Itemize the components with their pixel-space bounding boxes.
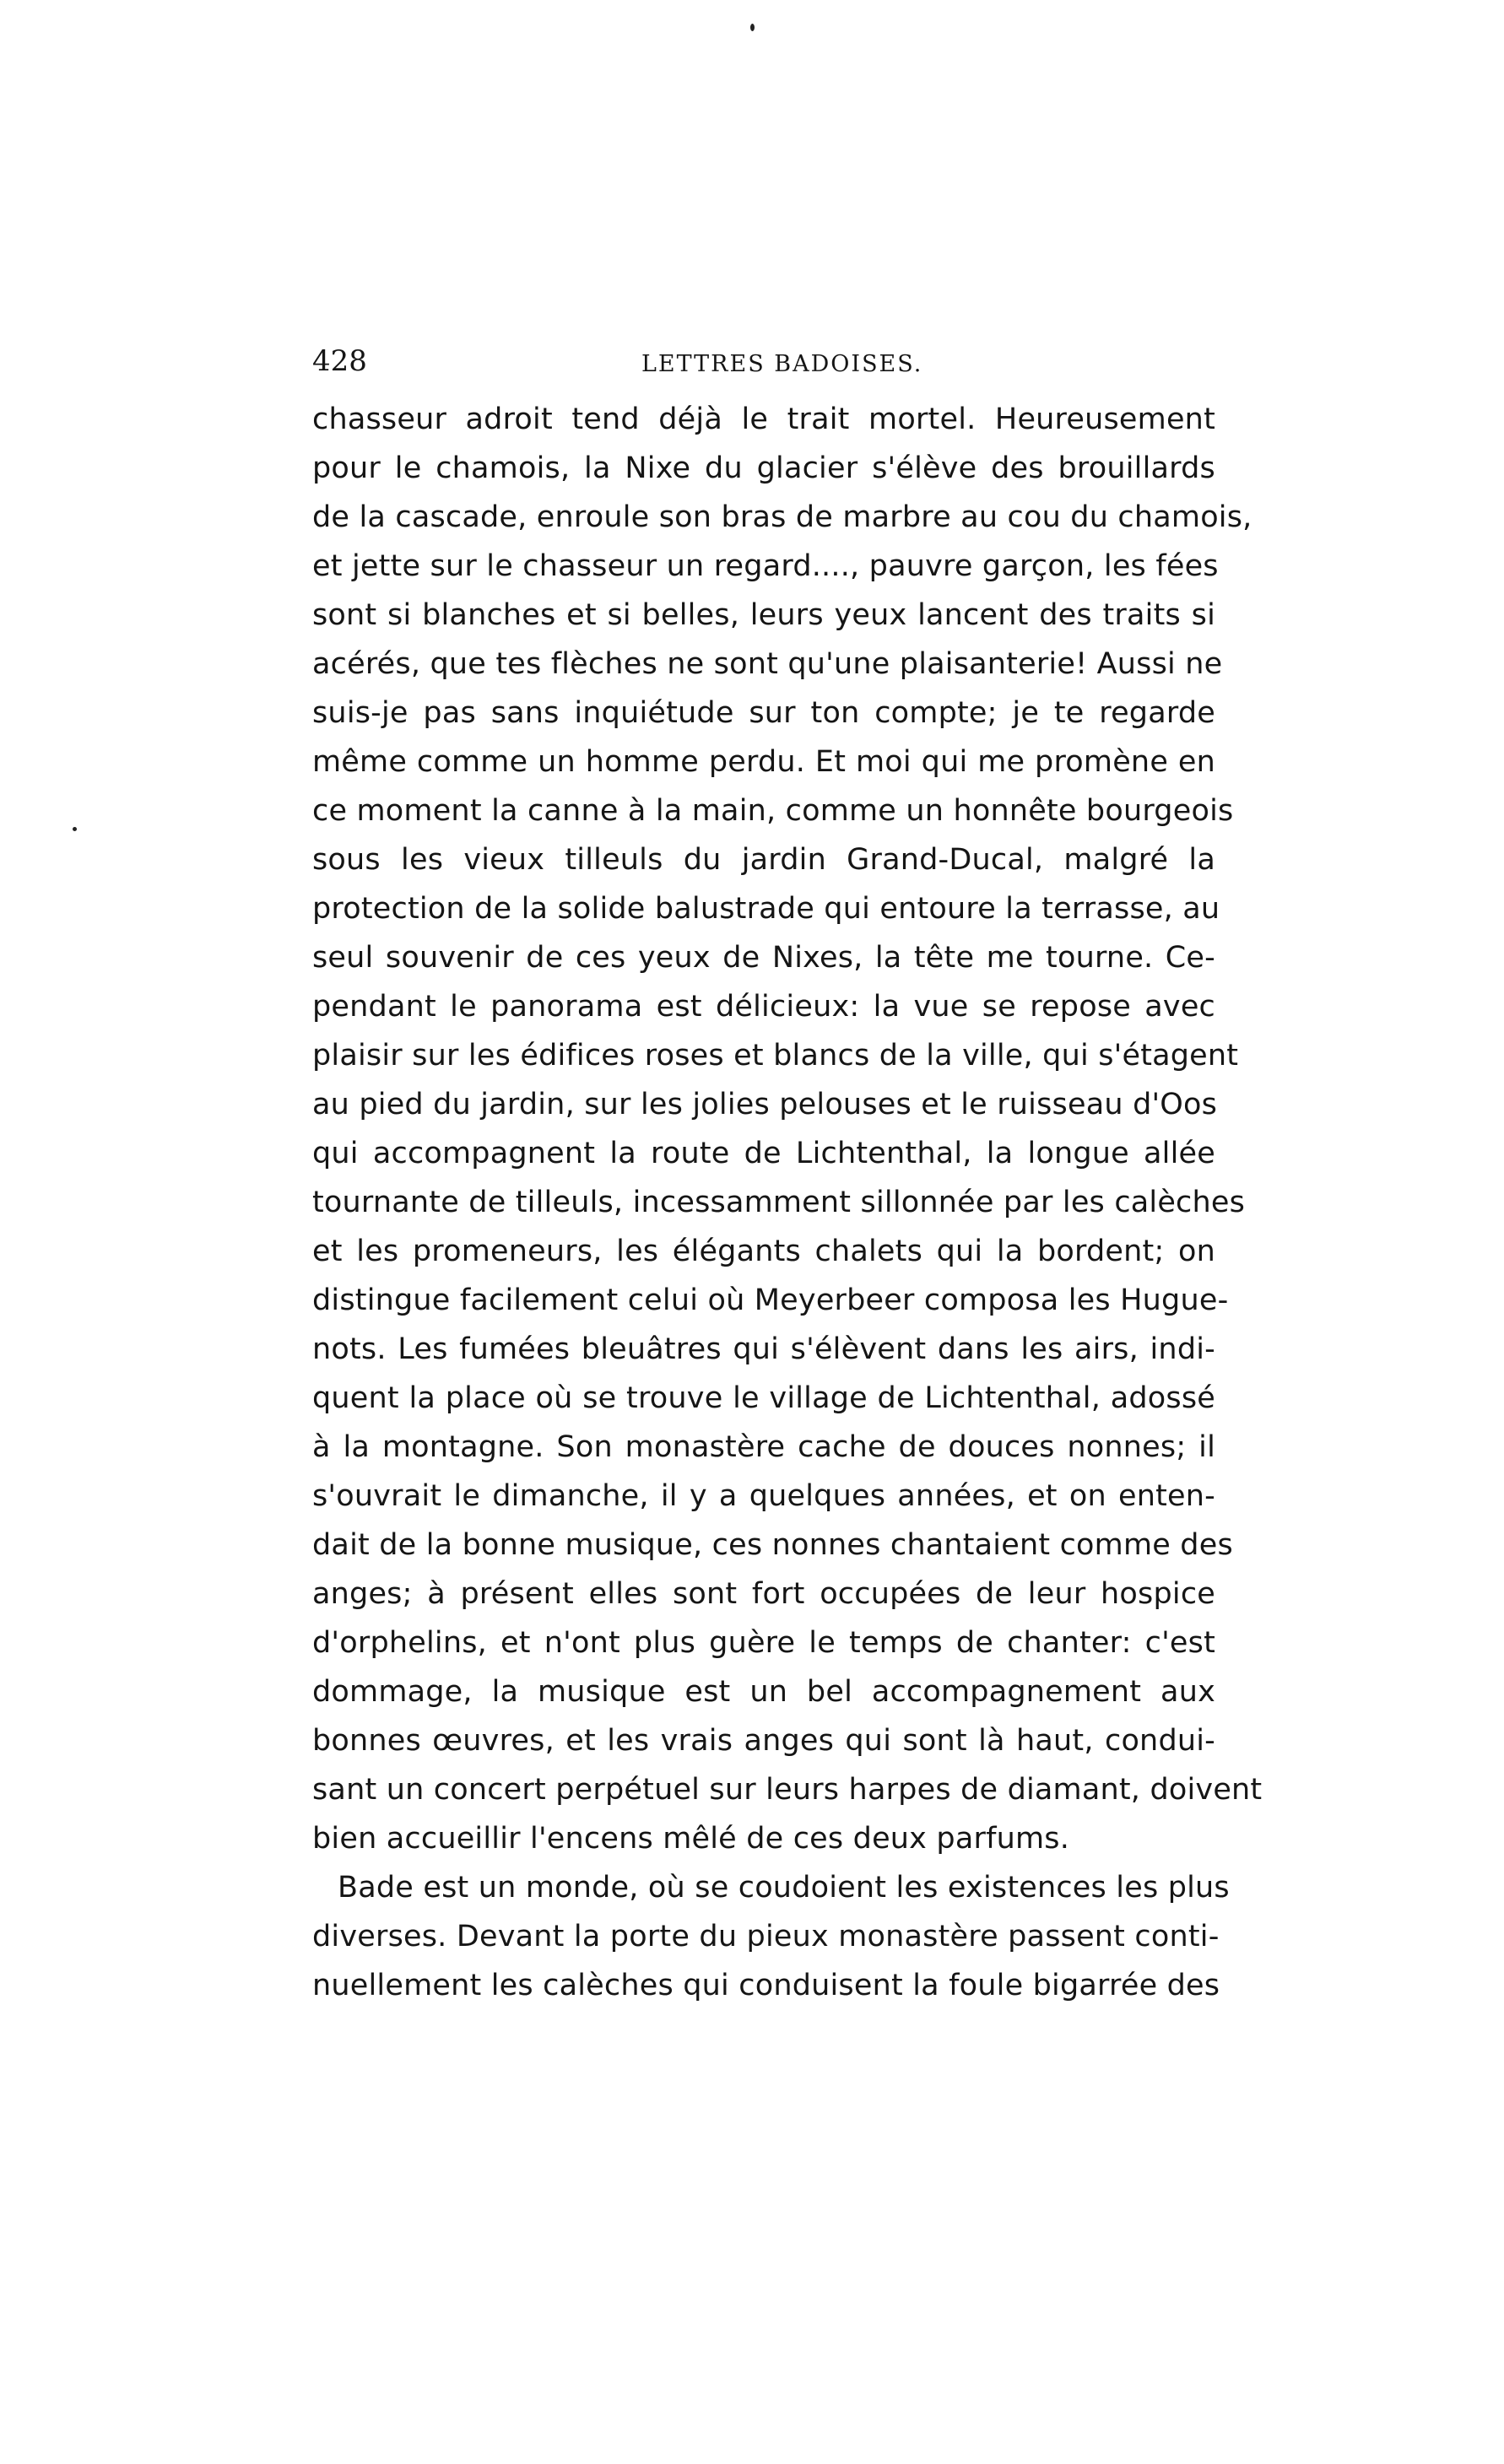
text-line: Bade est un monde, où se coudoient les existences les plus — [338, 1871, 1230, 1905]
text-line: s'ouvrait le dimanche, il y a quelques années, et on enten- — [312, 1479, 1215, 1513]
ink-speck-left — [73, 827, 77, 831]
text-line: ce moment la canne à la main, comme un honnête bourgeois — [312, 794, 1234, 828]
text-line: bonnes œuvres, et les vrais anges qui sont là haut, condui- — [312, 1724, 1215, 1758]
page-header — [312, 336, 1215, 386]
text-line: sous les vieux tilleuls du jardin Grand-Ducal, malgré la — [312, 843, 1215, 877]
ink-speck-top — [750, 24, 755, 31]
page-number: 428 — [312, 344, 367, 378]
text-line: de la cascade, enroule son bras de marbre au cou du chamois, — [312, 500, 1252, 534]
text-line: et jette sur le chasseur un regard...., pauvre garçon, les fées — [312, 549, 1219, 583]
text-line: pendant le panorama est délicieux: la vue se repose avec — [312, 990, 1215, 1024]
text-line: et les promeneurs, les élégants chalets qui la bordent; on — [312, 1235, 1215, 1268]
text-line: dommage, la musique est un bel accompagnement aux — [312, 1675, 1215, 1709]
text-line: plaisir sur les édifices roses et blancs de la ville, qui s'étagent — [312, 1039, 1239, 1073]
text-line: seul souvenir de ces yeux de Nixes, la tête me tourne. Ce- — [312, 941, 1215, 975]
text-line: bien accueillir l'encens mêlé de ces deux parfums. — [312, 1822, 1070, 1856]
text-line: distingue facilement celui où Meyerbeer composa les Hugue- — [312, 1283, 1229, 1317]
text-line: chasseur adroit tend déjà le trait mortel. Heureusement — [312, 403, 1215, 436]
text-line: sont si blanches et si belles, leurs yeux lancent des traits si — [312, 598, 1215, 632]
text-line: nuellement les calèches qui conduisent la foule bigarrée des — [312, 1969, 1220, 2002]
text-line: d'orphelins, et n'ont plus guère le temps de chanter: c'est — [312, 1626, 1215, 1660]
text-line: diverses. Devant la porte du pieux monastère passent conti- — [312, 1920, 1220, 1953]
text-line: au pied du jardin, sur les jolies pelouses et le ruisseau d'Oos — [312, 1088, 1218, 1121]
text-line: même comme un homme perdu. Et moi qui me promène en — [312, 745, 1215, 779]
text-line: nots. Les fumées bleuâtres qui s'élèvent dans les airs, indi- — [312, 1332, 1215, 1366]
text-line: sant un concert perpétuel sur leurs harpes de diamant, doivent — [312, 1773, 1263, 1807]
running-title: LETTRES BADOISES. — [641, 351, 923, 377]
body-text — [312, 395, 1263, 2010]
text-line: dait de la bonne musique, ces nonnes chantaient comme des — [312, 1528, 1233, 1562]
text-line: acérés, que tes flèches ne sont qu'une plaisanterie! Aussi ne — [312, 647, 1223, 681]
paragraph — [312, 1863, 1230, 2010]
text-line: anges; à présent elles sont fort occupées de leur hospice — [312, 1577, 1215, 1611]
text-line: suis-je pas sans inquiétude sur ton compte; je te regarde — [312, 696, 1215, 730]
text-line: protection de la solide balustrade qui entoure la terrasse, au — [312, 892, 1220, 926]
text-line: à la montagne. Son monastère cache de douces nonnes; il — [312, 1430, 1215, 1464]
text-line: tournante de tilleuls, incessamment sillonnée par les calèches — [312, 1186, 1246, 1219]
text-line: qui accompagnent la route de Lichtenthal, la longue allée — [312, 1137, 1215, 1170]
text-line: quent la place où se trouve le village de Lichtenthal, adossé — [312, 1381, 1215, 1415]
paragraph — [312, 395, 1263, 1863]
text-line: pour le chamois, la Nixe du glacier s'élève des brouillards — [312, 451, 1215, 485]
